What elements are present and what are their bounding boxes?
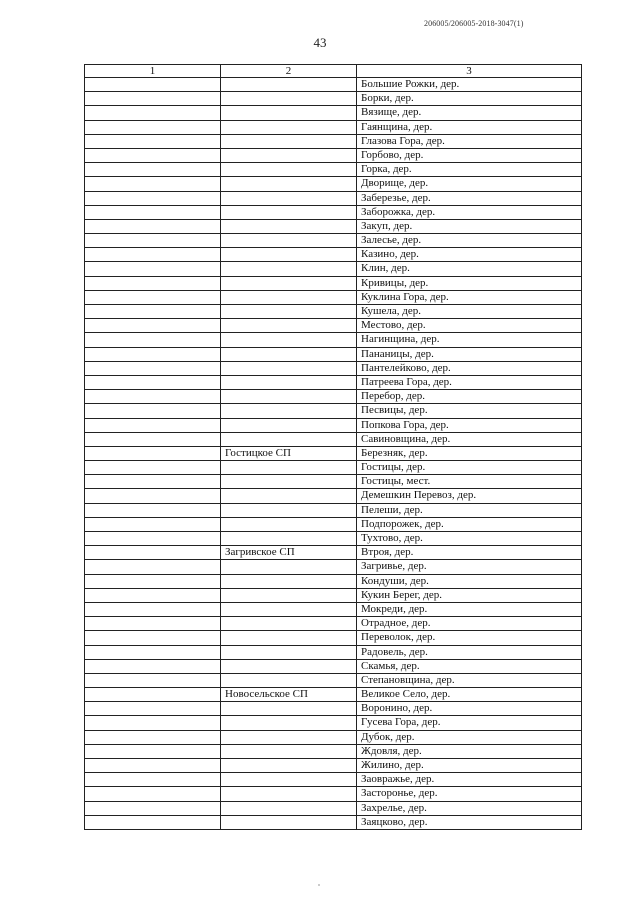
cell-column-1 (85, 432, 221, 446)
cell-settlement: Гаянщина, дер. (357, 120, 582, 134)
table-row (85, 432, 582, 446)
cell-column-1 (85, 191, 221, 205)
cell-district: Новосельское СП (221, 688, 357, 702)
cell-column-1 (85, 517, 221, 531)
cell-settlement: Кривицы, дер. (357, 276, 582, 290)
table-row (85, 702, 582, 716)
cell-column-1 (85, 645, 221, 659)
cell-settlement: Дубок, дер. (357, 730, 582, 744)
cell-district (221, 787, 357, 801)
table-row (85, 418, 582, 432)
cell-district (221, 659, 357, 673)
cell-settlement: Захрелье, дер. (357, 801, 582, 815)
cell-district (221, 347, 357, 361)
cell-column-1 (85, 219, 221, 233)
cell-district (221, 333, 357, 347)
cell-settlement: Отрадное, дер. (357, 617, 582, 631)
table-row (85, 290, 582, 304)
cell-column-1 (85, 319, 221, 333)
table-row (85, 134, 582, 148)
cell-settlement: Перебор, дер. (357, 390, 582, 404)
table-row (85, 276, 582, 290)
cell-district (221, 461, 357, 475)
cell-settlement: Закуп, дер. (357, 219, 582, 233)
cell-column-1 (85, 390, 221, 404)
cell-column-1 (85, 617, 221, 631)
cell-district (221, 617, 357, 631)
cell-column-1 (85, 418, 221, 432)
cell-column-1 (85, 602, 221, 616)
cell-column-1 (85, 78, 221, 92)
cell-column-1 (85, 560, 221, 574)
cell-district (221, 532, 357, 546)
cell-settlement: Ждовля, дер. (357, 744, 582, 758)
cell-district (221, 418, 357, 432)
cell-district (221, 390, 357, 404)
cell-district (221, 120, 357, 134)
cell-district (221, 404, 357, 418)
cell-settlement: Гусева Гора, дер. (357, 716, 582, 730)
cell-column-1 (85, 744, 221, 758)
table-row (85, 517, 582, 531)
page-number: 43 (313, 35, 327, 50)
cell-district (221, 361, 357, 375)
cell-settlement: Заяцково, дер. (357, 815, 582, 829)
cell-column-1 (85, 134, 221, 148)
cell-column-1 (85, 177, 221, 191)
cell-column-1 (85, 716, 221, 730)
cell-column-1 (85, 702, 221, 716)
table-row (85, 815, 582, 829)
table-row (85, 588, 582, 602)
cell-district (221, 290, 357, 304)
cell-column-1 (85, 163, 221, 177)
cell-settlement: Загривье, дер. (357, 560, 582, 574)
table-row (85, 461, 582, 475)
cell-settlement: Заборожка, дер. (357, 205, 582, 219)
cell-column-1 (85, 205, 221, 219)
table-row (85, 305, 582, 319)
cell-settlement: Кушела, дер. (357, 305, 582, 319)
table-row (85, 489, 582, 503)
cell-settlement: Песвицы, дер. (357, 404, 582, 418)
cell-column-1 (85, 730, 221, 744)
cell-settlement: Куклина Гора, дер. (357, 290, 582, 304)
table-row (85, 645, 582, 659)
cell-column-1 (85, 588, 221, 602)
cell-district (221, 191, 357, 205)
cell-settlement: Заберезье, дер. (357, 191, 582, 205)
cell-settlement: Великое Село, дер. (357, 688, 582, 702)
cell-settlement: Пелеши, дер. (357, 503, 582, 517)
cell-settlement: Залесье, дер. (357, 234, 582, 248)
cell-district (221, 702, 357, 716)
column-header: 2 (221, 65, 357, 78)
cell-column-1 (85, 262, 221, 276)
cell-column-1 (85, 276, 221, 290)
cell-district (221, 560, 357, 574)
cell-settlement: Горка, дер. (357, 163, 582, 177)
cell-district (221, 219, 357, 233)
cell-district: Загривское СП (221, 546, 357, 560)
cell-settlement: Тухтово, дер. (357, 532, 582, 546)
cell-settlement: Скамья, дер. (357, 659, 582, 673)
cell-column-1 (85, 347, 221, 361)
table-row (85, 730, 582, 744)
table-row (85, 546, 582, 560)
table-row (85, 801, 582, 815)
cell-district (221, 163, 357, 177)
cell-column-1 (85, 631, 221, 645)
cell-settlement: Клин, дер. (357, 262, 582, 276)
cell-settlement: Жилино, дер. (357, 759, 582, 773)
column-header: 3 (357, 65, 582, 78)
cell-settlement: Воронино, дер. (357, 702, 582, 716)
table-row (85, 617, 582, 631)
table-header-row (85, 65, 582, 78)
cell-settlement: Нагинщина, дер. (357, 333, 582, 347)
cell-column-1 (85, 333, 221, 347)
table-row (85, 446, 582, 460)
cell-column-1 (85, 688, 221, 702)
table-row (85, 375, 582, 389)
cell-district (221, 248, 357, 262)
table-row (85, 219, 582, 233)
table-row (85, 319, 582, 333)
cell-district (221, 489, 357, 503)
table-row (85, 773, 582, 787)
cell-district (221, 148, 357, 162)
table-row (85, 177, 582, 191)
cell-settlement: Пананицы, дер. (357, 347, 582, 361)
cell-settlement: Березняк, дер. (357, 446, 582, 460)
table-row (85, 163, 582, 177)
cell-settlement: Горбово, дер. (357, 148, 582, 162)
cell-column-1 (85, 801, 221, 815)
settlements-table (84, 64, 582, 830)
cell-district (221, 815, 357, 829)
cell-settlement: Глазова Гора, дер. (357, 134, 582, 148)
cell-district (221, 631, 357, 645)
table-row (85, 78, 582, 92)
cell-settlement: Гостицы, мест. (357, 475, 582, 489)
table-row (85, 191, 582, 205)
cell-column-1 (85, 546, 221, 560)
cell-column-1 (85, 673, 221, 687)
cell-column-1 (85, 305, 221, 319)
cell-district (221, 305, 357, 319)
cell-column-1 (85, 92, 221, 106)
cell-settlement: Большие Рожки, дер. (357, 78, 582, 92)
cell-column-1 (85, 773, 221, 787)
cell-district (221, 503, 357, 517)
cell-column-1 (85, 234, 221, 248)
table-row (85, 347, 582, 361)
cell-settlement: Мокреди, дер. (357, 602, 582, 616)
table-row (85, 744, 582, 758)
table-row (85, 92, 582, 106)
cell-settlement: Местово, дер. (357, 319, 582, 333)
cell-column-1 (85, 475, 221, 489)
table-row (85, 716, 582, 730)
cell-settlement: Савиновщина, дер. (357, 432, 582, 446)
cell-district (221, 744, 357, 758)
cell-settlement: Попкова Гора, дер. (357, 418, 582, 432)
cell-district (221, 730, 357, 744)
cell-settlement: Заовражье, дер. (357, 773, 582, 787)
cell-district (221, 801, 357, 815)
cell-settlement: Кондуши, дер. (357, 574, 582, 588)
cell-district (221, 773, 357, 787)
cell-district (221, 716, 357, 730)
cell-district (221, 276, 357, 290)
cell-district (221, 262, 357, 276)
cell-settlement: Вязище, дер. (357, 106, 582, 120)
table-row (85, 475, 582, 489)
cell-district (221, 205, 357, 219)
cell-district (221, 602, 357, 616)
cell-settlement: Дворище, дер. (357, 177, 582, 191)
table-row (85, 248, 582, 262)
cell-settlement: Степановщина, дер. (357, 673, 582, 687)
cell-column-1 (85, 120, 221, 134)
table-row (85, 333, 582, 347)
cell-settlement: Борки, дер. (357, 92, 582, 106)
table-row (85, 787, 582, 801)
cell-district (221, 517, 357, 531)
cell-district (221, 432, 357, 446)
column-header: 1 (85, 65, 221, 78)
table-body (85, 78, 582, 830)
table-row (85, 106, 582, 120)
cell-settlement: Пантелейково, дер. (357, 361, 582, 375)
cell-district (221, 78, 357, 92)
table-row (85, 205, 582, 219)
table-row (85, 148, 582, 162)
cell-column-1 (85, 532, 221, 546)
cell-column-1 (85, 815, 221, 829)
cell-column-1 (85, 106, 221, 120)
cell-settlement: Демешкин Перевоз, дер. (357, 489, 582, 503)
cell-column-1 (85, 446, 221, 460)
cell-district (221, 375, 357, 389)
cell-column-1 (85, 787, 221, 801)
cell-column-1 (85, 248, 221, 262)
cell-column-1 (85, 404, 221, 418)
cell-district (221, 134, 357, 148)
cell-column-1 (85, 759, 221, 773)
cell-column-1 (85, 148, 221, 162)
cell-settlement: Подпорожек, дер. (357, 517, 582, 531)
cell-district (221, 475, 357, 489)
cell-district: Гостицкое СП (221, 446, 357, 460)
table-row (85, 532, 582, 546)
cell-settlement: Втроя, дер. (357, 546, 582, 560)
table-row (85, 759, 582, 773)
cell-district (221, 759, 357, 773)
cell-district (221, 106, 357, 120)
cell-settlement: Патреева Гора, дер. (357, 375, 582, 389)
cell-settlement: Переволок, дер. (357, 631, 582, 645)
cell-district (221, 319, 357, 333)
cell-column-1 (85, 461, 221, 475)
cell-settlement: Застороньe, дер. (357, 787, 582, 801)
cell-district (221, 92, 357, 106)
table-row (85, 659, 582, 673)
cell-district (221, 588, 357, 602)
table-row (85, 602, 582, 616)
table-row (85, 673, 582, 687)
table-row (85, 631, 582, 645)
cell-column-1 (85, 574, 221, 588)
scan-speck (318, 884, 320, 886)
cell-district (221, 645, 357, 659)
cell-settlement: Радовель, дер. (357, 645, 582, 659)
cell-settlement: Гостицы, дер. (357, 461, 582, 475)
table-row (85, 262, 582, 276)
cell-column-1 (85, 503, 221, 517)
table-row (85, 503, 582, 517)
cell-column-1 (85, 290, 221, 304)
table-row (85, 390, 582, 404)
cell-district (221, 673, 357, 687)
cell-column-1 (85, 375, 221, 389)
table-row (85, 688, 582, 702)
table-row (85, 234, 582, 248)
cell-column-1 (85, 361, 221, 375)
cell-settlement: Казино, дер. (357, 248, 582, 262)
cell-district (221, 234, 357, 248)
table-row (85, 404, 582, 418)
table-row (85, 560, 582, 574)
cell-district (221, 574, 357, 588)
cell-settlement: Кукин Берег, дер. (357, 588, 582, 602)
table-row (85, 120, 582, 134)
cell-column-1 (85, 659, 221, 673)
document-id: 206005/206005-2018-3047(1) (424, 19, 524, 28)
table-row (85, 574, 582, 588)
table-row (85, 361, 582, 375)
cell-district (221, 177, 357, 191)
cell-column-1 (85, 489, 221, 503)
